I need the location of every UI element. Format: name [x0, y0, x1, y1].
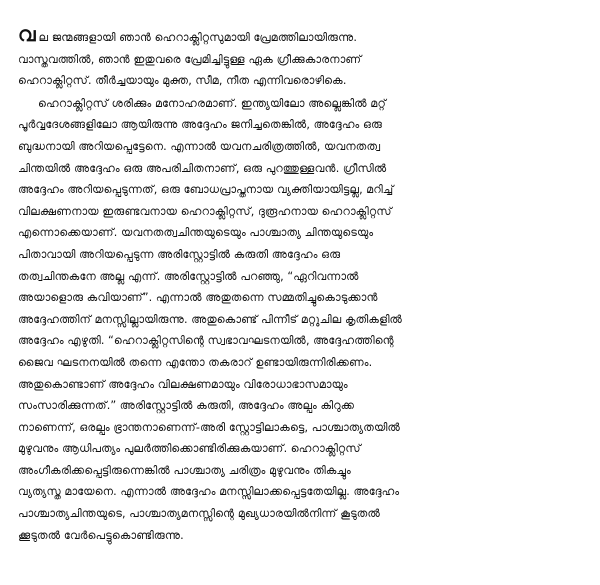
text-line: അതുകൊണ്ടാണ് അദ്ദേഹം വിലക്ഷണമായും വിരോധാഭാസമായും	[18, 377, 348, 391]
text-line: ഹെറാക്ലിറ്റസ്. തീർച്ചയായും മുക്ത, സീമ, നീത എന്നിവരൊഴികെ.	[18, 74, 347, 88]
text-line-content: ല ജന്മങ്ങളായി ഞാൻ ഹെറാക്ലിറ്റസുമായി പ്രേമത്തിലായിരുന്നു.	[38, 31, 357, 44]
paragraph-2	[18, 93, 582, 546]
text-line: പാശ്ചാത്യചിന്തയുടെ, പാശ്ചാത്യമനസ്സിന്റെ മുഖ്യധാരയിൽനിന്ന് കൂടുതൽ	[18, 507, 381, 521]
text-line: ഹെറാക്ലിറ്റസ് ശരിക്കും മനോഹരമാണ്. ഇന്ത്യയിലോ അല്ലെങ്കിൽ മറ്റ്	[38, 96, 386, 110]
text-line: തത്വചിന്തകനേ അല്ല എന്ന്. അരിസ്റ്റോട്ടിൽ പറഞ്ഞു, “ഏറിവന്നാൽ	[18, 269, 359, 283]
text-line: ചിന്തയിൽ അദ്ദേഹം ഒരു അപരിചിതനാണ്, ഒരു പുറത്തുള്ളവൻ. ഗ്രീസിൽ	[18, 161, 387, 175]
text-line: ബുദ്ധനായി അറിയപ്പെട്ടേനെ. എന്നാൽ യവനചരിത്രത്തിൽ, യവനതത്വ	[18, 139, 381, 153]
text-line	[18, 24, 582, 49]
text-line: മുഴുവനും ആധിപത്യം പുലർത്തിക്കൊണ്ടിരിക്കുകയാണ്. ഹെറാക്ലിറ്റസ്	[18, 442, 361, 456]
text-line: നാണെന്ന്, ഒരല്പം ഭ്രാന്തനാണെന്ന്-അരി സ്റ്റോട്ടിലാകട്ടെ, പാശ്ചാത്യതയിൽ	[18, 420, 400, 434]
paragraph-1	[18, 24, 582, 92]
text-line: അദ്ദേഹം എഴുതി. “ഹെറാക്ലിറ്റസിന്റെ സ്വഭാവഘടനയിൽ, അദ്ദേഹത്തിന്റെ	[18, 334, 394, 348]
text-line: സംസാരിക്കുന്നത്.” അരിസ്റ്റോട്ടിൽ കരുതി, അദ്ദേഹം അല്പം കിറുക്ക	[18, 399, 355, 413]
drop-cap: വ	[18, 24, 36, 46]
text-line: പൂർവ്വദേശങ്ങളിലോ ആയിരുന്നു അദ്ദേഹം ജനിച്ചതെങ്കിൽ, അദ്ദേഹം ഒരു	[18, 118, 383, 132]
text-line: അംഗീകരിക്കപ്പെട്ടിരുന്നെങ്കിൽ പാശ്ചാത്യ ചരിത്രം മുഴുവനും തികച്ചും	[18, 463, 351, 477]
text-line: ജൈവ ഘടനനയിൽ തന്നെ എന്തോ തകരാറ് ഉണ്ടായിരുന്നിരിക്കണം.	[18, 355, 373, 369]
text-line: വിലക്ഷണനായ ഇരുണ്ടവനായ ഹെറാക്ലിറ്റസ്, ദുരൂഹനായ ഹെറാക്ലിറ്റസ്	[18, 204, 392, 218]
text-line: വ്യത്യസ്ത മായേനെ. എന്നാൽ അദ്ദേഹം മനസ്സിലാക്കപ്പെട്ടതേയില്ല. അദ്ദേഹം	[18, 485, 400, 499]
text-line: ക്കൂടുതൽ വേർപെട്ടുകൊണ്ടിരുന്നു.	[18, 528, 184, 542]
text-line: പിതാവായി അറിയപ്പെടുന്ന അരിസ്റ്റോട്ടിൽ കരുതി അദ്ദേഹം ഒരു	[18, 247, 341, 261]
text-line: വാസ്തവത്തിൽ, ഞാൻ ഇതുവരെ പ്രേമിച്ചിട്ടുള്ള ഏക ഗ്രീക്കുകാരനാണ്	[18, 52, 362, 66]
text-line: അയാളൊരു കവിയാണ്”. എന്നാൽ അതുതന്നെ സമ്മതിച്ചുകൊടുക്കാൻ	[18, 291, 378, 305]
text-line: അദ്ദേഹം അറിയപ്പെടുന്നത്, ഒരു ബോധപ്രാപ്തനായ വ്യക്തിയായിട്ടല്ല, മറിച്ച്	[18, 183, 394, 197]
text-line: എന്നൊക്കെയാണ്. യവനതത്വചിന്തയുടെയും പാശ്ചാത്യ ചിന്തയുടെയും	[18, 226, 374, 240]
text-line: അദ്ദേഹത്തിന് മനസ്സില്ലായിരുന്നു. അതുകൊണ്ട് പിന്നീട് മറ്റുചില കൃതികളിൽ	[18, 312, 403, 326]
